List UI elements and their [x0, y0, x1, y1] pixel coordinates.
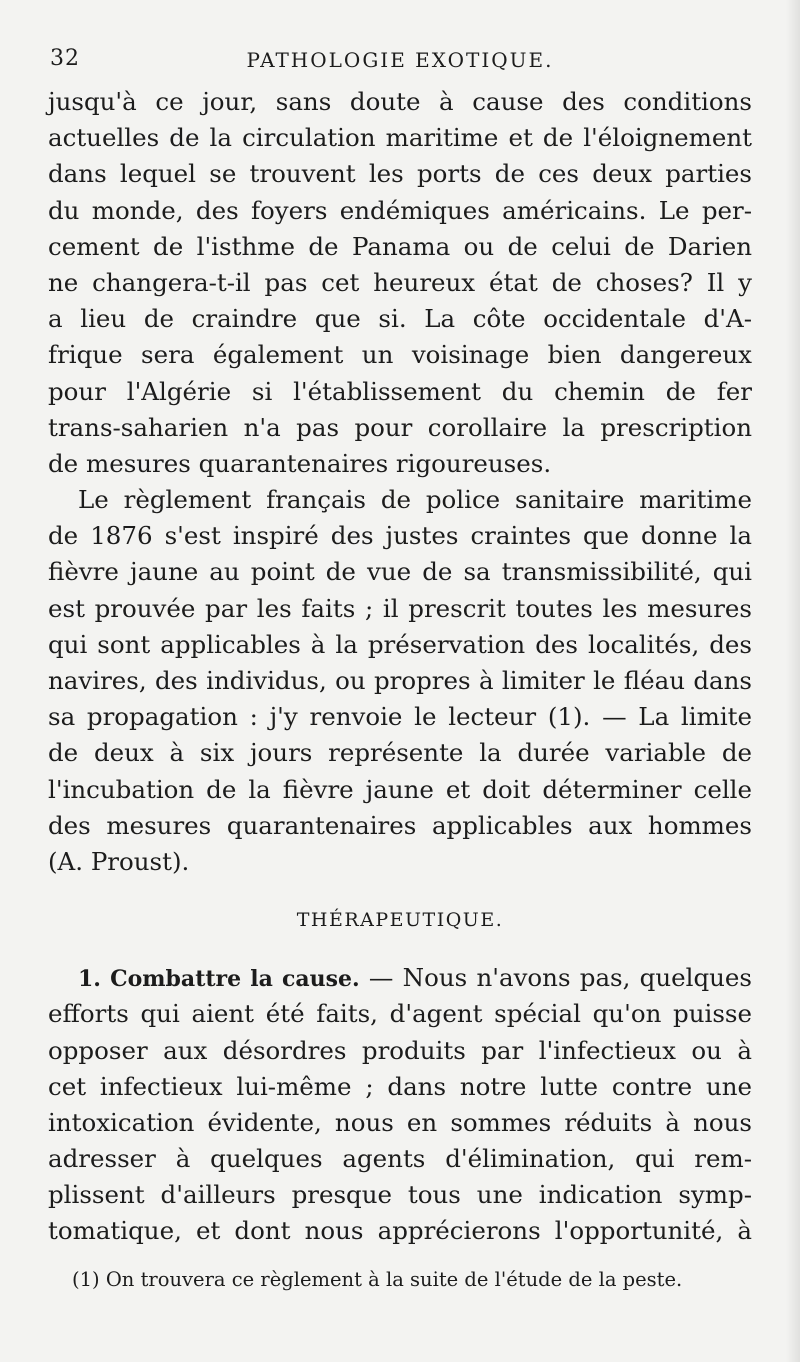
text-line: cet infectieux lui-même ; dans notre lutte contre une: [48, 1071, 752, 1101]
text-line: de deux à six jours représente la durée variable de: [48, 738, 752, 768]
text-line: des mesures quarantenaires applicables aux hommes: [48, 810, 752, 840]
text-line: qui sont applicables à la préservation des localités, des: [48, 629, 752, 659]
text-line: [48, 960, 752, 996]
text-line: adresser à quelques agents d'élimination, qui rem-: [48, 1144, 752, 1174]
text-line: intoxication évidente, nous en sommes réduits à nous: [48, 1107, 752, 1137]
text-line: sa propagation : j'y renvoie le lecteur (1). — La limite: [48, 702, 752, 732]
text-line: de mesures quarantenaires rigoureuses.: [48, 448, 552, 478]
text-line: de 1876 s'est inspiré des justes craintes que donne la: [48, 521, 752, 551]
text-line: l'incubation de la fièvre jaune et doit déterminer celle: [48, 774, 752, 804]
text-line: dans lequel se trouvent les ports de ces deux parties: [48, 159, 752, 189]
text-line: est prouvée par les faits ; il prescrit toutes les mesures: [48, 593, 752, 623]
section-heading: THÉRAPEUTIQUE.: [296, 909, 504, 932]
text-line: jusqu'à ce jour, sans doute à cause des conditions: [48, 87, 752, 116]
text-line: opposer aux désordres produits par l'infectieux ou à: [48, 1035, 752, 1065]
text-line: navires, des individus, ou propres à limiter le fléau dans: [48, 666, 752, 695]
footnote: (1) On trouvera ce règlement à la suite de l'étude de la peste.: [72, 1267, 683, 1291]
text-line: (A. Proust).: [48, 846, 190, 876]
text-line: tomatique, et dont nous apprécierons l'opportunité, à: [48, 1216, 752, 1246]
text-line: du monde, des foyers endémiques américains. Le per-: [48, 195, 752, 225]
text-line: fièvre jaune au point de vue de sa transmissibilité, qui: [48, 557, 752, 587]
text-line: a lieu de craindre que si. La côte occidentale d'A-: [48, 304, 752, 334]
text-line: efforts qui aient été faits, d'agent spécial qu'on puisse: [48, 999, 752, 1029]
text-line: trans-saharien n'a pas pour corollaire la prescription: [48, 412, 752, 442]
running-title: PATHOLOGIE EXOTIQUE.: [246, 48, 554, 72]
text-line: cement de l'isthme de Panama ou de celui de Darien: [48, 231, 752, 261]
text-line: actuelles de la circulation maritime et de l'éloignement: [48, 123, 752, 153]
paragraph-1: [48, 84, 752, 482]
text-line: pour l'Algérie si l'établissement du chemin de fer: [48, 376, 752, 406]
text-line: Le règlement français de police sanitaire maritime: [78, 485, 752, 515]
page-number: 32: [50, 46, 80, 71]
paragraph-3: [48, 960, 752, 1250]
text-line: plissent d'ailleurs presque tous une indication symp-: [48, 1180, 752, 1210]
running-head: [48, 40, 752, 84]
paragraph-2: [48, 482, 752, 880]
subsection-lead: 1. Combattre la cause.: [78, 966, 360, 993]
text-line: frique sera également un voisinage bien dangereux: [48, 340, 752, 370]
text-line: ne changera-t-il pas cet heureux état de choses? Il y: [48, 267, 752, 297]
text-run: — Nous n'avons pas, quelques: [359, 963, 752, 993]
main-text: [48, 84, 752, 1250]
